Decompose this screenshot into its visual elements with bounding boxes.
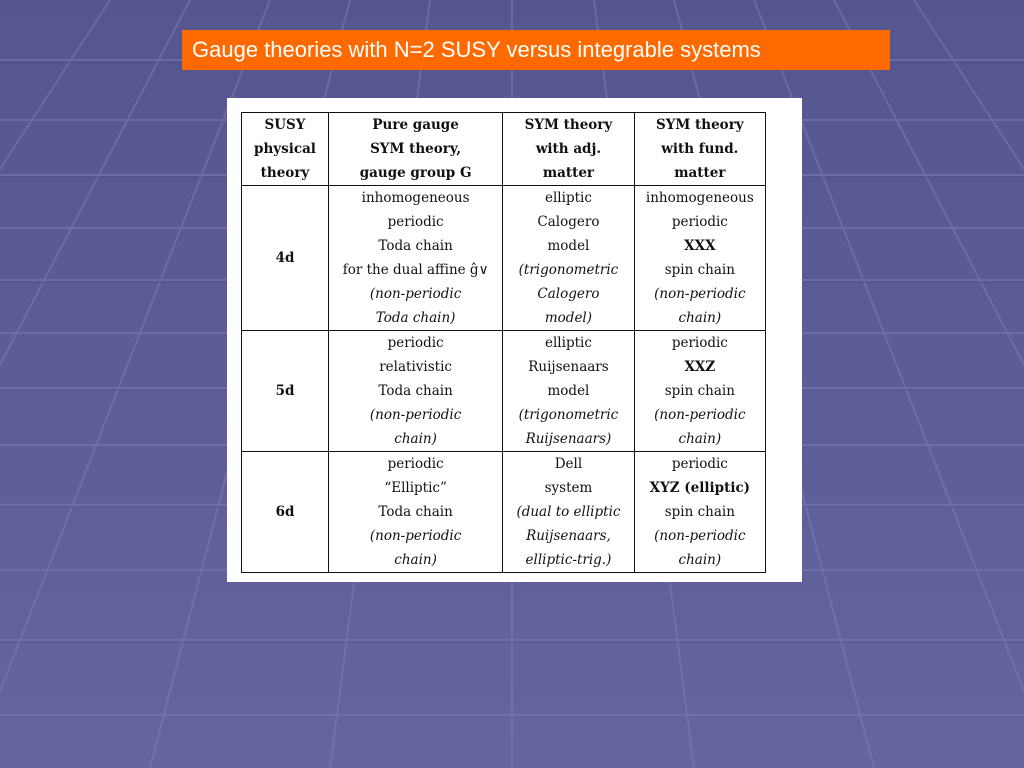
cell-4d-adj-matter: elliptic Calogero model (trigonometric Calogero model) bbox=[503, 186, 634, 331]
susy-integrable-table bbox=[241, 112, 766, 573]
slide-title: Gauge theories with N=2 SUSY versus integrable systems bbox=[182, 30, 890, 70]
cell-5d-pure-gauge: periodic relativistic Toda chain (non-periodic chain) bbox=[328, 331, 502, 452]
table-row-4d bbox=[242, 186, 766, 331]
cell-6d-fund-matter: periodic XYZ (elliptic) spin chain (non-periodic chain) bbox=[634, 452, 765, 573]
cell-5d-adj-matter: elliptic Ruijsenaars model (trigonometric Ruijsenaars) bbox=[503, 331, 634, 452]
row-label-6d: 6d bbox=[242, 452, 329, 573]
table-row-6d bbox=[242, 452, 766, 573]
table-row-5d bbox=[242, 331, 766, 452]
header-sym-adj: SYM theory with adj. matter bbox=[503, 113, 634, 186]
cell-6d-pure-gauge: periodic “Elliptic” Toda chain (non-periodic chain) bbox=[328, 452, 502, 573]
header-susy-theory: SUSY physical theory bbox=[242, 113, 329, 186]
table-header-row bbox=[242, 113, 766, 186]
row-label-4d: 4d bbox=[242, 186, 329, 331]
header-sym-fund: SYM theory with fund. matter bbox=[634, 113, 765, 186]
cell-5d-fund-matter: periodic XXZ spin chain (non-periodic chain) bbox=[634, 331, 765, 452]
row-label-5d: 5d bbox=[242, 331, 329, 452]
cell-4d-fund-matter: inhomogeneous periodic XXX spin chain (non-periodic chain) bbox=[634, 186, 765, 331]
cell-6d-adj-matter: Dell system (dual to elliptic Ruijsenaars, elliptic-trig.) bbox=[503, 452, 634, 573]
header-pure-gauge: Pure gauge SYM theory, gauge group G bbox=[328, 113, 502, 186]
table-card bbox=[227, 98, 802, 582]
cell-4d-pure-gauge: inhomogeneous periodic Toda chain for the dual affine ĝ∨ (non-periodic Toda chain) bbox=[328, 186, 502, 331]
